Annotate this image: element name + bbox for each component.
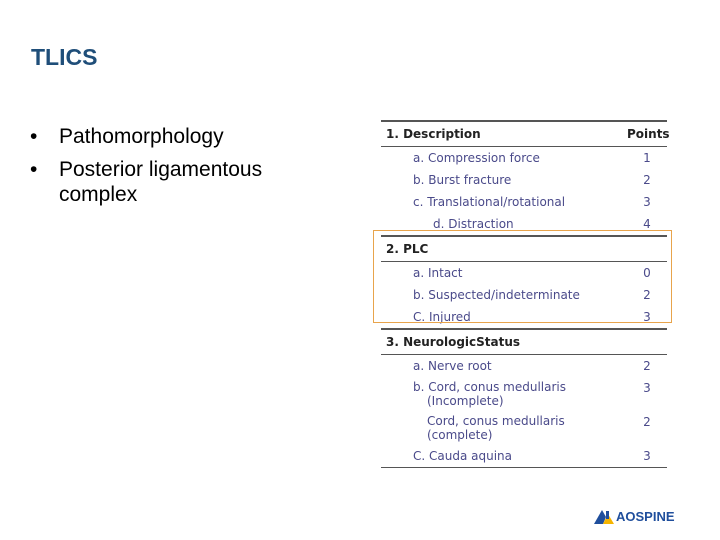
row-label: a. Nerve root	[413, 359, 492, 373]
section-header-label: 3. NeurologicStatus	[386, 335, 521, 349]
row-points: 4	[643, 217, 651, 231]
table-row	[381, 377, 667, 411]
section-header-neurologic	[381, 328, 667, 355]
logo-text-suffix: SPINE	[635, 508, 675, 524]
row-label: b. Burst fracture	[413, 173, 512, 187]
row-points: 3	[643, 310, 651, 324]
logo-text-prefix: AO	[616, 508, 636, 524]
table-row	[381, 445, 667, 468]
row-points: 3	[643, 449, 651, 463]
row-label: Cord, conus medullaris	[427, 414, 565, 428]
row-points: 2	[643, 288, 651, 302]
row-label: a. Intact	[413, 266, 463, 280]
points-header: Points	[627, 127, 670, 141]
row-points: 2	[643, 173, 651, 187]
bullet-item: • Pathomorphology	[30, 121, 330, 154]
row-label: C. Injured	[413, 310, 471, 324]
row-label: d. Distraction	[433, 217, 514, 231]
bullet-list	[30, 121, 330, 210]
row-label-continuation: (complete)	[427, 428, 493, 442]
table-row	[381, 355, 667, 377]
aospine-logo-icon	[594, 508, 616, 524]
slide-title: TLICS	[31, 44, 98, 70]
row-label: C. Cauda aquina	[413, 449, 512, 463]
row-points: 2	[643, 415, 651, 429]
table-row	[381, 147, 667, 169]
table-row	[381, 191, 667, 213]
bullet-text: Pathomorphology	[59, 125, 224, 148]
section-header-label: 1. Description	[386, 127, 481, 141]
row-points: 3	[643, 195, 651, 209]
section-header-description	[381, 120, 670, 147]
row-label-continuation: (Incomplete)	[427, 394, 504, 408]
row-points: 1	[643, 151, 651, 165]
row-label: c. Translational/rotational	[413, 195, 566, 209]
row-points: 3	[643, 381, 651, 395]
section-header-label: 2. PLC	[386, 242, 429, 256]
bullet-item: • Posterior ligamentous complex	[30, 154, 330, 210]
row-label: b. Suspected/indeterminate	[413, 288, 580, 302]
row-label: b. Cord, conus medullaris	[413, 380, 566, 394]
row-label: a. Compression force	[413, 151, 540, 165]
row-points: 2	[643, 359, 651, 373]
table-row	[381, 169, 667, 191]
bullet-text: Posterior ligamentous complex	[59, 157, 263, 206]
aospine-logo	[594, 508, 675, 524]
table-row	[381, 411, 667, 445]
plc-highlight-box	[373, 230, 672, 323]
row-points: 0	[643, 266, 651, 280]
